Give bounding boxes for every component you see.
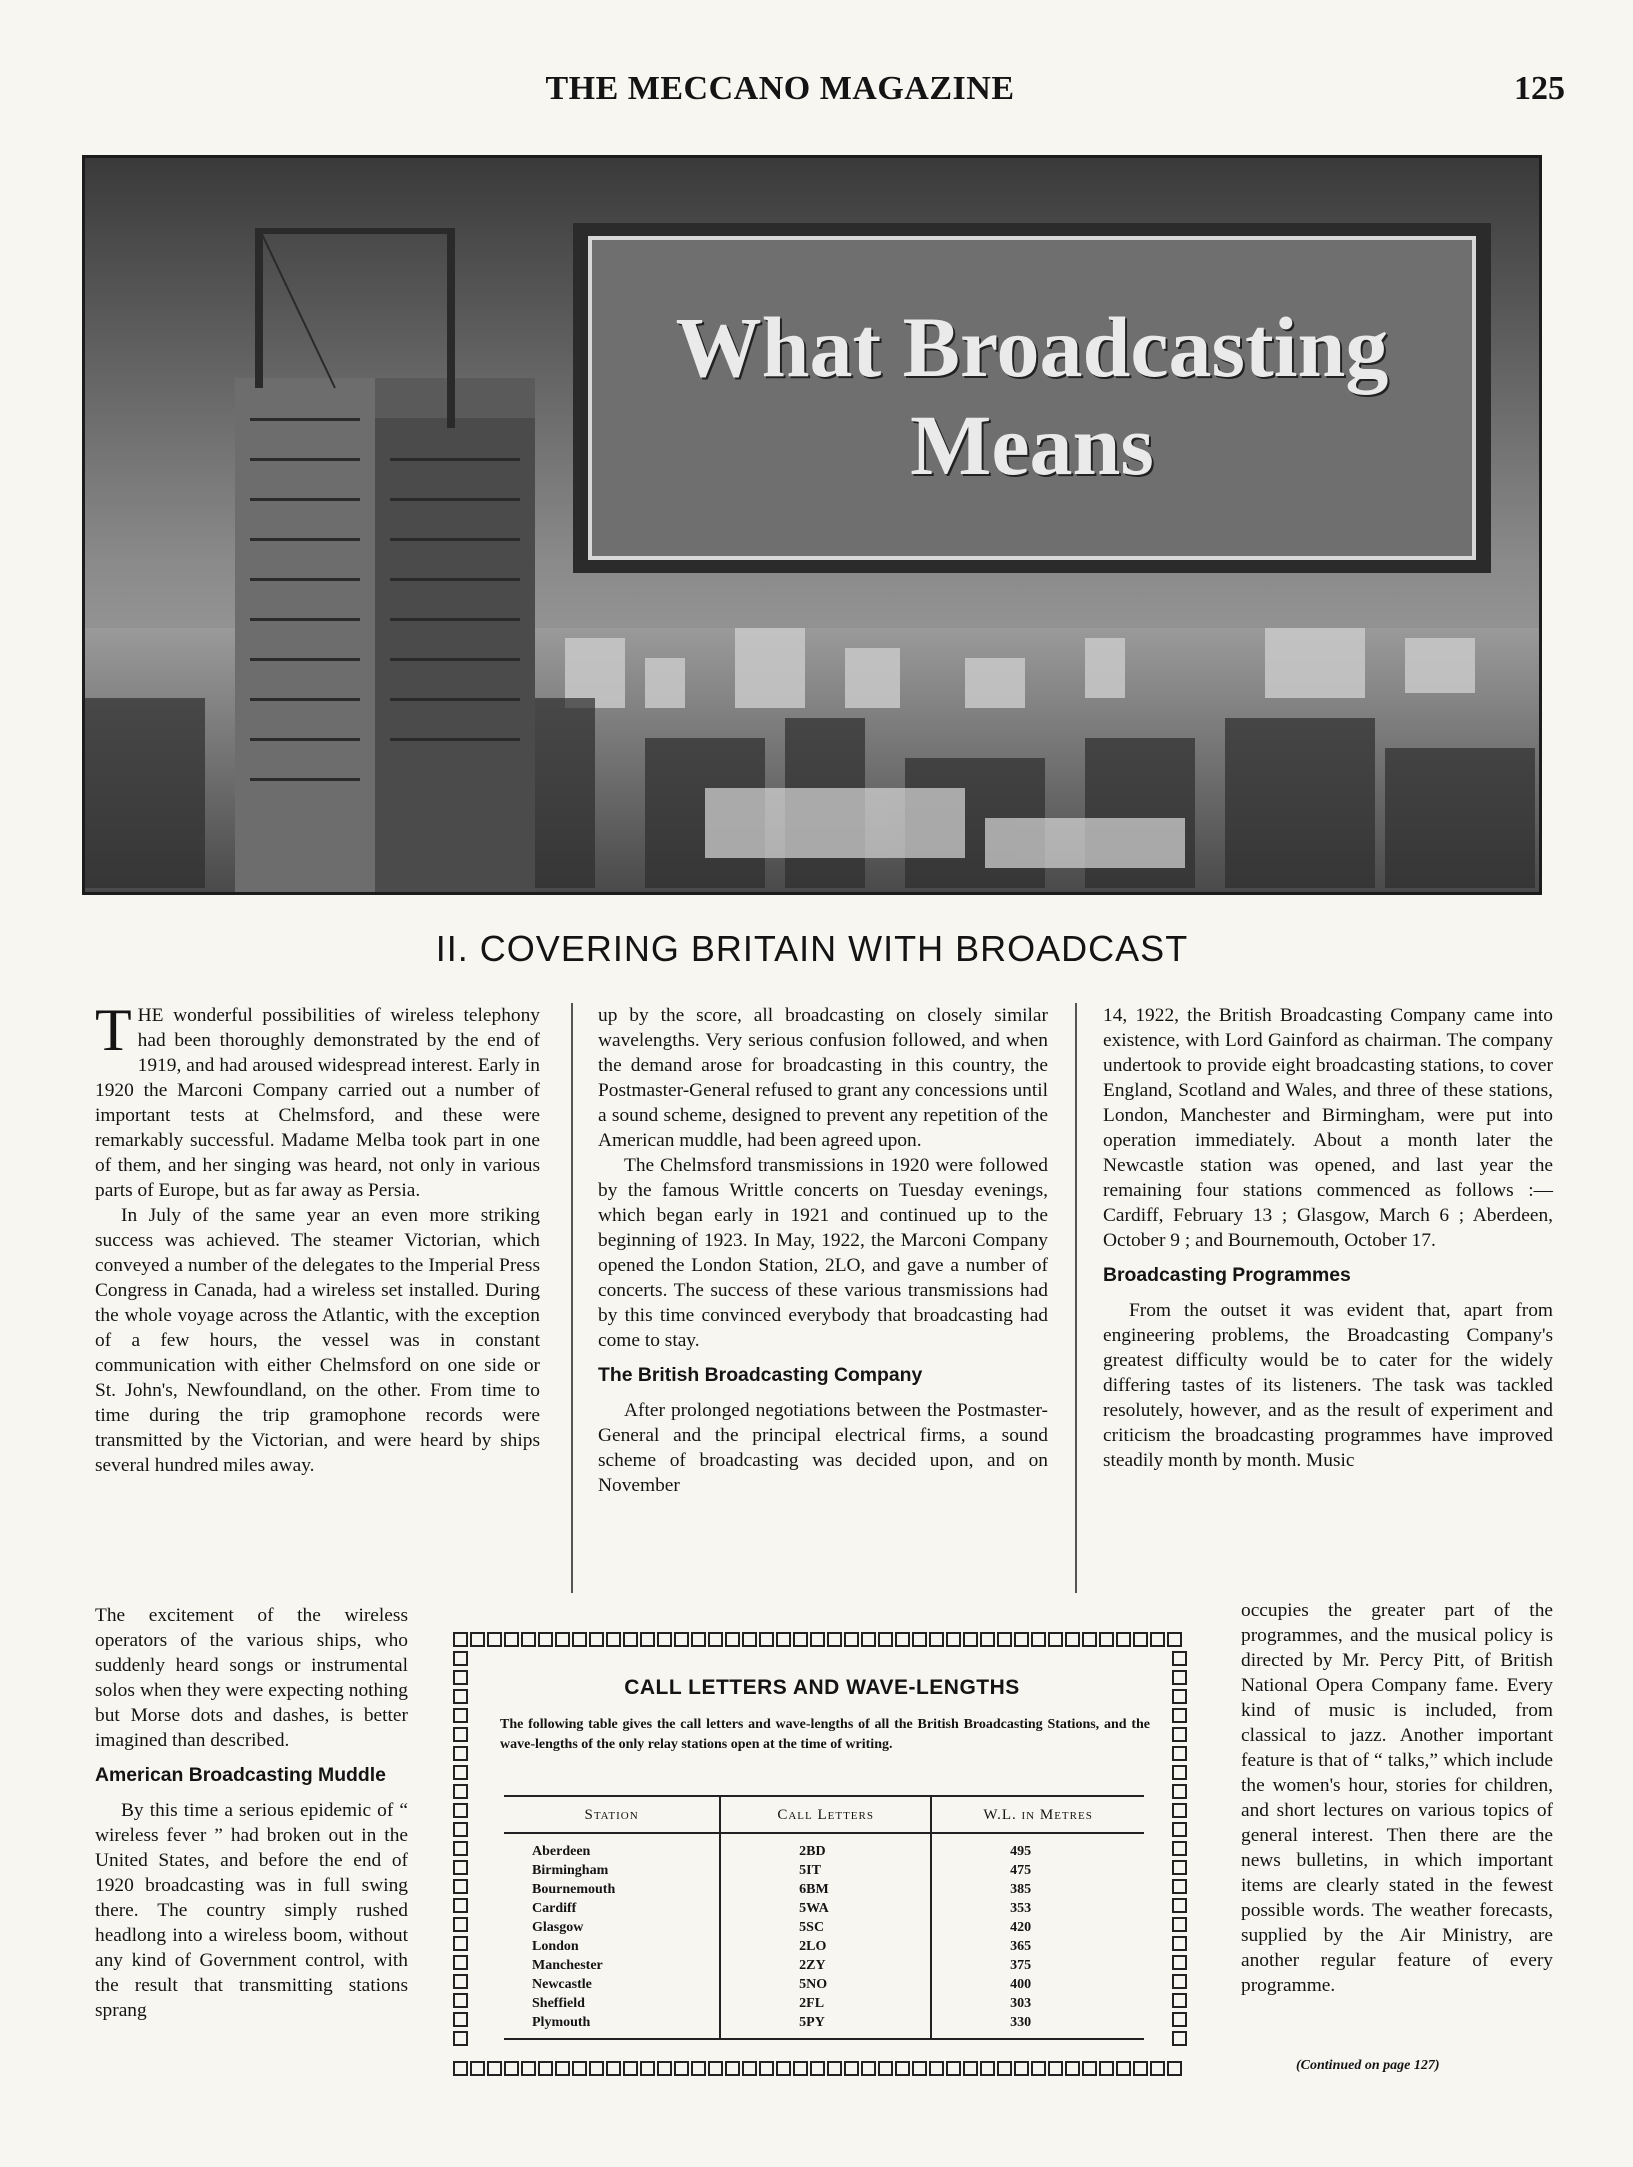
call-letters-cell: 5NO [720, 1975, 931, 1994]
border-square-icon [572, 2061, 587, 2076]
wavelength-cell: 385 [931, 1880, 1144, 1899]
table-row [504, 1918, 1144, 1937]
border-square-icon [1172, 2031, 1187, 2046]
border-square-icon [453, 2061, 468, 2076]
border-square-icon [844, 2061, 859, 2076]
paragraph-4: The Chelmsford transmissions in 1920 were followed by the famous Writtle concerts on Tuesday evenings, which began early in 1921 and continued up to the beginning of 1923. In May, 1922, the Marconi Company opened the London Station, 2LO, and gave a number of concerts. The success of these various transmissions had by this time convinced everybody that broadcasting had come to stay. [598, 1155, 1048, 1351]
border-square-icon [623, 1632, 638, 1647]
border-square-icon [453, 1993, 468, 2008]
table-header-row [504, 1796, 1144, 1833]
border-square-icon [1172, 1803, 1187, 1818]
border-square-icon [1133, 2061, 1148, 2076]
border-square-icon [453, 1860, 468, 1875]
border-square-icon [674, 2061, 689, 2076]
border-square-icon [691, 1632, 706, 1647]
article-column-2 [598, 1003, 1048, 1498]
call-letters-cell: 5SC [720, 1918, 931, 1937]
box-border-left [452, 1649, 469, 2048]
hero-photo [82, 155, 1542, 895]
paragraph-2-continued: The excitement of the wireless operators of the various ships, who suddenly heard songs or instrumental solos when they were expecting nothing but Morse dots and dashes, is better imagined than described. [95, 1605, 408, 1751]
border-square-icon [793, 2061, 808, 2076]
border-square-icon [708, 2061, 723, 2076]
border-square-icon [1172, 1708, 1187, 1723]
border-square-icon [1172, 1765, 1187, 1780]
border-square-icon [453, 1955, 468, 1970]
border-square-icon [963, 2061, 978, 2076]
call-letters-box [452, 1630, 1192, 2078]
border-square-icon [1172, 1879, 1187, 1894]
station-cell: Bournemouth [532, 1882, 616, 1897]
station-cell: Sheffield [532, 1996, 585, 2011]
border-square-icon [1048, 2061, 1063, 2076]
border-square-icon [589, 2061, 604, 2076]
border-square-icon [929, 1632, 944, 1647]
border-square-icon [453, 1822, 468, 1837]
border-square-icon [1172, 1917, 1187, 1932]
border-square-icon [504, 2061, 519, 2076]
border-square-icon [1048, 1632, 1063, 1647]
column-header-station: Station [504, 1796, 720, 1833]
subheading-american-muddle: American Broadcasting Muddle [95, 1764, 386, 1786]
border-square-icon [810, 1632, 825, 1647]
border-square-icon [912, 2061, 927, 2076]
border-square-icon [1031, 2061, 1046, 2076]
table-row [504, 1994, 1144, 2013]
border-square-icon [555, 1632, 570, 1647]
article-column-1-lower [95, 1603, 408, 2023]
border-square-icon [759, 2061, 774, 2076]
border-square-icon [827, 1632, 842, 1647]
border-square-icon [1172, 1727, 1187, 1742]
table-row [504, 1880, 1144, 1899]
box-border-right [1171, 1649, 1188, 2048]
wavelength-cell: 400 [931, 1975, 1144, 1994]
border-square-icon [1172, 1936, 1187, 1951]
paragraph-6-continued: occupies the greater part of the programmes, and the musical policy is directed by Mr. Percy Pitt, of British National Opera Company fame. Every kind of music is included, from classical to jazz. Another important feature is that of “ talks,” which include the women's hour, stories for children, and short lectures on various topics of general interest. Then there are the news bulletins, in which important items are clearly stated in the fewest possible words. The weather forecasts, supplied by the Air Ministry, are another regular feature of every programme. [1241, 1600, 1553, 1996]
call-letters-cell: 6BM [720, 1880, 931, 1899]
border-square-icon [895, 2061, 910, 2076]
border-square-icon [946, 1632, 961, 1647]
border-square-icon [453, 1651, 468, 1666]
border-square-icon [844, 1632, 859, 1647]
border-square-icon [1172, 1822, 1187, 1837]
border-square-icon [1172, 1974, 1187, 1989]
border-square-icon [657, 1632, 672, 1647]
wavelength-cell: 420 [931, 1918, 1144, 1937]
column-header-call-letters: Call Letters [720, 1796, 931, 1833]
border-square-icon [1099, 1632, 1114, 1647]
border-square-icon [453, 1898, 468, 1913]
box-border-top [452, 1630, 1183, 1649]
table-row [504, 1899, 1144, 1918]
station-cell: Cardiff [532, 1901, 577, 1916]
paragraph-5-continued: 14, 1922, the British Broadcasting Company came into existence, with Lord Gainford as chairman. The company undertook to provide eight broadcasting stations, to cover England, Scotland and Wales, and three of these stations, London, Manchester and Birmingham, were put into operation immediately. About a month later the Newcastle station was opened, and last year the remaining four stations commenced as follows :—Cardiff, February 13 ; Glasgow, March 6 ; Aberdeen, October 9 ; and Bournemouth, October 17. [1103, 1005, 1553, 1251]
border-square-icon [997, 1632, 1012, 1647]
border-square-icon [691, 2061, 706, 2076]
wavelength-cell: 375 [931, 1956, 1144, 1975]
border-square-icon [810, 2061, 825, 2076]
border-square-icon [725, 1632, 740, 1647]
border-square-icon [725, 2061, 740, 2076]
border-square-icon [606, 1632, 621, 1647]
border-square-icon [521, 1632, 536, 1647]
border-square-icon [538, 2061, 553, 2076]
table-row [504, 1833, 1144, 1861]
border-square-icon [504, 1632, 519, 1647]
call-letters-cell: 2LO [720, 1937, 931, 1956]
page-number: 125 [1514, 70, 1565, 107]
border-square-icon [453, 1746, 468, 1761]
border-square-icon [776, 2061, 791, 2076]
border-square-icon [1082, 2061, 1097, 2076]
station-cell: Plymouth [504, 2013, 720, 2039]
border-square-icon [997, 2061, 1012, 2076]
continued-note: (Continued on page 127) [1296, 2058, 1440, 2073]
paragraph-6: From the outset it was evident that, apart from engineering problems, the Broadcasting Company's greatest difficulty would be to cater for the widely differing tastes of its listeners. The task was tackled resolutely, however, and as the result of experiment and criticism the broadcasting programmes have improved steadily month by month. Music [1103, 1300, 1553, 1471]
table-row [504, 1861, 1144, 1880]
table-heading: CALL LETTERS AND WAVE-LENGTHS [624, 1676, 1020, 1699]
border-square-icon [1031, 1632, 1046, 1647]
border-square-icon [453, 1974, 468, 1989]
border-square-icon [980, 2061, 995, 2076]
border-square-icon [759, 1632, 774, 1647]
border-square-icon [895, 1632, 910, 1647]
table-row [504, 1975, 1144, 1994]
border-square-icon [1167, 2061, 1182, 2076]
border-square-icon [827, 2061, 842, 2076]
border-square-icon [521, 2061, 536, 2076]
border-square-icon [861, 2061, 876, 2076]
border-square-icon [1172, 1841, 1187, 1856]
border-square-icon [1065, 2061, 1080, 2076]
table-row [504, 2013, 1144, 2039]
station-cell: London [532, 1939, 579, 1954]
border-square-icon [453, 1727, 468, 1742]
article-column-1 [95, 997, 540, 1478]
border-square-icon [453, 1708, 468, 1723]
border-square-icon [1014, 1632, 1029, 1647]
subheading-british-company: The British Broadcasting Company [598, 1364, 923, 1386]
border-square-icon [708, 1632, 723, 1647]
call-letters-cell: 2BD [720, 1833, 931, 1861]
banner-title-line2: Means [910, 397, 1154, 493]
border-square-icon [453, 1917, 468, 1932]
wavelength-cell: 475 [931, 1861, 1144, 1880]
table-intro: The following table gives the call letters and wave-lengths of all the British Broadcasting Stations, and the wave-lengths of the only relay stations open at the time of writing. [500, 1717, 1150, 1752]
call-letters-table [504, 1795, 1144, 2040]
city-skyline-illustration [85, 158, 1539, 892]
call-letters-cell: 2FL [720, 1994, 931, 2013]
paragraph-3-continued: up by the score, all broadcasting on closely similar wavelengths. Very serious confusion followed, and when the demand arose for broadcasting in this country, the Postmaster-General refused to grant any concessions until a sound scheme, designed to prevent any repetition of the American muddle, had been agreed upon. [598, 1005, 1048, 1151]
article-column-3-lower [1241, 1598, 1553, 1998]
table-row [504, 1937, 1144, 1956]
call-letters-cell: 2ZY [720, 1956, 931, 1975]
border-square-icon [453, 2012, 468, 2027]
station-cell: Birmingham [532, 1863, 609, 1878]
subheading-programmes: Broadcasting Programmes [1103, 1264, 1351, 1286]
wavelength-cell: 353 [931, 1899, 1144, 1918]
border-square-icon [1167, 1632, 1182, 1647]
station-cell: Aberdeen [532, 1844, 591, 1859]
border-square-icon [1065, 1632, 1080, 1647]
article-column-3 [1103, 1003, 1553, 1473]
border-square-icon [1172, 2012, 1187, 2027]
border-square-icon [674, 1632, 689, 1647]
station-cell: Glasgow [532, 1920, 584, 1935]
border-square-icon [878, 1632, 893, 1647]
border-square-icon [742, 2061, 757, 2076]
station-cell: Manchester [532, 1958, 603, 1973]
station-cell: Newcastle [532, 1977, 592, 1992]
border-square-icon [1172, 1651, 1187, 1666]
border-square-icon [453, 1803, 468, 1818]
section-heading: II. COVERING BRITAIN WITH BROADCAST [435, 928, 1189, 969]
wavelength-cell: 303 [931, 1994, 1144, 2013]
wavelength-cell: 330 [931, 2013, 1144, 2039]
border-square-icon [1150, 1632, 1165, 1647]
border-square-icon [470, 1632, 485, 1647]
border-square-icon [657, 2061, 672, 2076]
border-square-icon [1116, 2061, 1131, 2076]
call-letters-cell: 5PY [720, 2013, 931, 2039]
drop-cap: T [95, 997, 132, 1063]
border-square-icon [453, 1765, 468, 1780]
banner-title-line1: What Broadcasting [675, 299, 1389, 395]
border-square-icon [1099, 2061, 1114, 2076]
border-square-icon [1172, 1784, 1187, 1799]
border-square-icon [453, 1784, 468, 1799]
magazine-title: THE MECCANO MAGAZINE [545, 70, 1015, 107]
border-square-icon [453, 1632, 468, 1647]
border-square-icon [453, 1936, 468, 1951]
wavelength-cell: 495 [931, 1833, 1144, 1861]
column-rule-2 [1075, 1003, 1077, 1593]
paragraph-2: In July of the same year an even more striking success was achieved. The steamer Victorian, which conveyed a number of the delegates to the Imperial Press Congress in Canada, had a wireless set installed. During the whole voyage across the Atlantic, with the exception of a few hours, the vessel was in constant communication with either Chelmsford on one side or St. John's, Newfoundland, on the other. From time to time during the trip gramophone records were transmitted by the Victorian, and were heard by ships several hundred miles away. [95, 1205, 540, 1476]
wavelength-cell: 365 [931, 1937, 1144, 1956]
paragraph-5: After prolonged negotiations between the Postmaster-General and the principal electrical firms, a sound scheme of broadcasting was decided upon, and on November [598, 1400, 1048, 1496]
border-square-icon [1082, 1632, 1097, 1647]
border-square-icon [776, 1632, 791, 1647]
paragraph-3: By this time a serious epidemic of “ wireless fever ” had broken out in the United States, and before the end of 1920 broadcasting was in full swing there. The country simply rushed headlong into a wireless boom, without any kind of Government control, with the result that transmitting stations sprang [95, 1800, 408, 2021]
border-square-icon [453, 1879, 468, 1894]
border-square-icon [640, 2061, 655, 2076]
column-rule-1 [571, 1003, 573, 1593]
border-square-icon [1172, 1955, 1187, 1970]
border-square-icon [555, 2061, 570, 2076]
border-square-icon [946, 2061, 961, 2076]
border-square-icon [929, 2061, 944, 2076]
border-square-icon [912, 1632, 927, 1647]
border-square-icon [980, 1632, 995, 1647]
border-square-icon [487, 2061, 502, 2076]
table-row [504, 1956, 1144, 1975]
box-border-bottom [452, 2059, 1183, 2078]
border-square-icon [1150, 2061, 1165, 2076]
border-square-icon [572, 1632, 587, 1647]
border-square-icon [606, 2061, 621, 2076]
border-square-icon [861, 1632, 876, 1647]
border-square-icon [1172, 1746, 1187, 1761]
border-square-icon [742, 1632, 757, 1647]
border-square-icon [538, 1632, 553, 1647]
call-letters-cell: 5WA [720, 1899, 931, 1918]
border-square-icon [1172, 1993, 1187, 2008]
banner-title [580, 298, 1484, 494]
border-square-icon [487, 1632, 502, 1647]
border-square-icon [640, 1632, 655, 1647]
border-square-icon [1116, 1632, 1131, 1647]
border-square-icon [1172, 1860, 1187, 1875]
border-square-icon [623, 2061, 638, 2076]
border-square-icon [453, 1841, 468, 1856]
border-square-icon [1172, 1898, 1187, 1913]
border-square-icon [878, 2061, 893, 2076]
border-square-icon [963, 1632, 978, 1647]
border-square-icon [453, 2031, 468, 2046]
border-square-icon [1133, 1632, 1148, 1647]
border-square-icon [1014, 2061, 1029, 2076]
border-square-icon [793, 1632, 808, 1647]
border-square-icon [589, 1632, 604, 1647]
paragraph-1: HE wonderful possibilities of wireless telephony had been thoroughly demonstrated by the end of 1919, and had aroused widespread interest. Early in 1920 the Marconi Company carried out a number of important tests at Chelmsford, and these were remarkably successful. Madame Melba took part in one of them, and her singing was heard, not only in various parts of Europe, but as far away as Persia. [95, 1005, 540, 1201]
column-header-wavelength: W.L. in Metres [931, 1796, 1144, 1833]
border-square-icon [470, 2061, 485, 2076]
call-letters-cell: 5IT [720, 1861, 931, 1880]
